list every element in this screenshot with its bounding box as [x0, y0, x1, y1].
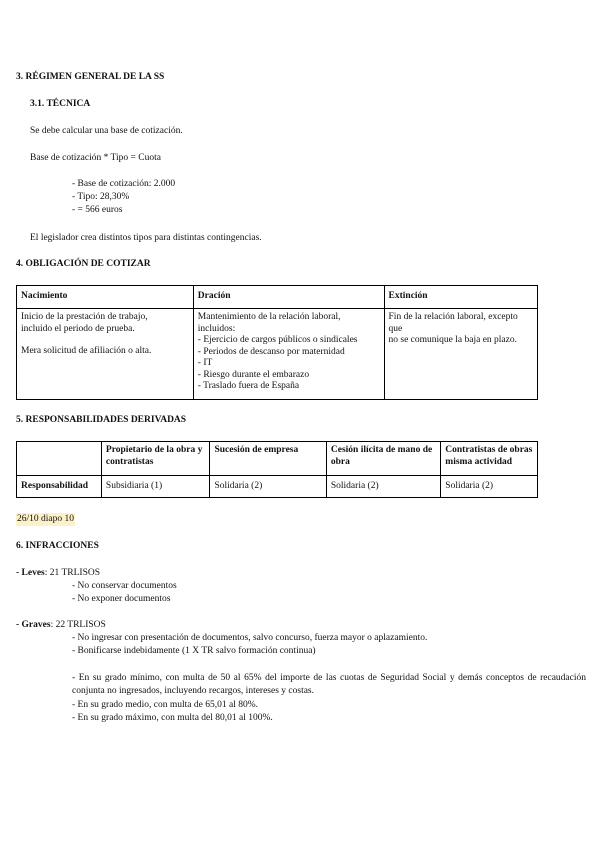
cell-line: Mera solicitud de afiliación o alta.: [21, 346, 152, 356]
table-cell-extincion: [384, 309, 537, 400]
leves-ref: : 21 TRLISOS: [44, 568, 101, 578]
section-3-closing: El legislador crea distintos tipos para distintas contingencias.: [30, 233, 262, 243]
list-item: - No ingresar con presentación de documentos, salvo concurso, fuerza mayor o aplazamiento.: [72, 633, 428, 643]
table-cell: Subsidiaria (1): [101, 476, 210, 498]
graves-list: [72, 632, 427, 658]
section-3-formula: Base de cotización * Tipo = Cuota: [30, 153, 161, 163]
cell-line: - Periodos de descanso por maternidad: [197, 346, 345, 357]
leves-label: - Leves: [16, 568, 45, 578]
section-3-intro: Se debe calcular una base de cotización.: [30, 126, 183, 136]
section-3-item-list: [72, 178, 175, 217]
list-item: - Bonificarse indebidamente (1 X TR salvo formación continua): [72, 646, 316, 656]
section-3-title: 3. RÉGIMEN GENERAL DE LA SS: [16, 72, 165, 82]
list-item: - No exponer documentos: [72, 594, 171, 604]
date-note: 26/10 diapo 10: [17, 514, 74, 524]
table-header-empty: [17, 442, 102, 476]
table-cell: Solidaria (2): [210, 476, 326, 498]
table-header-extincion: Extinción: [384, 286, 537, 309]
graves-label: - Graves: [16, 620, 51, 630]
graves-grado-maximo: - En su grado máximo, con multa del 80,01 al 100%.: [72, 713, 273, 723]
list-item: - = 566 euros: [72, 205, 123, 215]
cell-line: Fin de la relación laboral, excepto que: [388, 312, 518, 334]
cell-line: - Traslado fuera de España: [197, 381, 300, 391]
graves-ref: : 22 TRLISOS: [50, 620, 106, 630]
graves-grado-minimo: - En su grado mínimo, con multa de 50 al 65% del importe de las cuotas de Seguridad Social y demás conceptos de recaudación conjunta no ingresados, incluyendo recargos, intereses y costas.: [72, 673, 586, 696]
cell-line: - IT: [197, 358, 213, 368]
table-header-sucesion: Sucesión de empresa: [210, 442, 326, 476]
graves-line: [16, 619, 106, 632]
section-4-title: 4. OBLIGACIÓN DE COTIZAR: [16, 259, 151, 269]
table-cell: Solidaria (2): [326, 476, 440, 498]
list-item: - Tipo: 28,30%: [72, 192, 130, 202]
table-cell-nacimiento: [17, 309, 194, 400]
table-header-cesion: Cesión ilícita de mano de obra: [326, 442, 440, 476]
cotizar-table: [16, 285, 538, 400]
cell-line: no se comunique la baja en plazo.: [388, 335, 517, 345]
cell-line: incluidos:: [197, 323, 236, 334]
table-header-duracion: Dración: [193, 286, 384, 309]
cell-line: - Riesgo durante el embarazo: [197, 369, 310, 380]
table-header-contratistas: Contratistas de obras misma actividad: [441, 442, 538, 476]
list-item: - No conservar documentos: [72, 581, 177, 591]
table-cell: Solidaria (2): [441, 476, 538, 498]
responsabilidades-table: [16, 441, 538, 498]
section-5-title: 5. RESPONSABILIDADES DERIVADAS: [16, 415, 187, 425]
leves-list: [72, 580, 177, 606]
cell-line: Inicio de la prestación de trabajo,: [21, 312, 148, 322]
table-header-propietario: Propietario de la obra y contratistas: [101, 442, 210, 476]
section-3-1-subtitle: 3.1. TÉCNICA: [30, 99, 91, 109]
list-item: - Base de cotización: 2.000: [72, 179, 176, 189]
table-row-label: Responsabilidad: [17, 476, 102, 498]
cell-line: Mantenimiento de la relación laboral,: [197, 312, 341, 322]
table-cell-duracion: [193, 309, 384, 400]
cell-line: - Ejercicio de cargos públicos o sindicales: [197, 335, 358, 345]
leves-line: [16, 567, 100, 580]
graves-grado-medio: - En su grado medio, con multa de 65,01 al 80%.: [72, 700, 259, 710]
table-header-nacimiento: Nacimiento: [17, 286, 194, 309]
section-6-title: 6. INFRACCIONES: [16, 541, 99, 551]
cell-line: incluido el periodo de prueba.: [21, 323, 135, 334]
